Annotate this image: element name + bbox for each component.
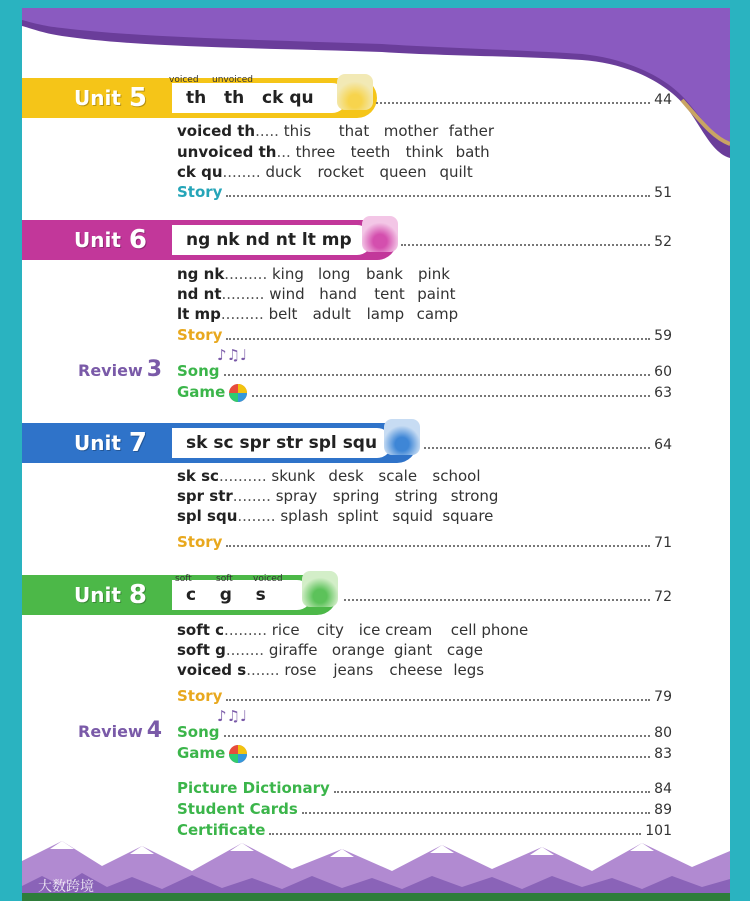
title-word: str	[276, 433, 303, 453]
example-word: adult	[312, 305, 351, 323]
unit-8-entry	[340, 589, 672, 605]
watermark: 大数跨境	[38, 879, 94, 895]
title-word: spr	[239, 433, 271, 453]
line-key: lt mp	[177, 305, 221, 323]
review-number: 4	[146, 718, 163, 743]
title-word: spl	[308, 433, 337, 453]
example-word: school	[432, 467, 481, 485]
example-word: think	[405, 143, 444, 161]
dot-leader	[226, 699, 650, 701]
dot-leader	[226, 338, 650, 340]
unit-number: 8	[128, 580, 147, 610]
annotation-soft: soft	[175, 574, 192, 584]
game-entry	[177, 383, 672, 403]
picture-dictionary-entry	[177, 779, 672, 797]
title-word: g	[219, 585, 232, 605]
game-label: Game	[177, 383, 226, 401]
page-number: 72	[654, 589, 672, 605]
toc-line	[177, 305, 458, 323]
dot-leader	[224, 735, 651, 737]
example-word: long	[318, 265, 351, 283]
line-dots: .......	[246, 661, 280, 679]
page-number: 59	[654, 328, 672, 344]
toc-line	[177, 661, 484, 679]
example-word: jeans	[333, 661, 374, 679]
example-word: three	[295, 143, 336, 161]
music-notes-icon: ♪♫♩	[217, 346, 248, 364]
scroll-icon	[337, 74, 373, 110]
story-entry	[177, 326, 672, 344]
example-word: spring	[332, 487, 380, 505]
dot-leader	[344, 599, 650, 601]
unit-label: Unit	[74, 431, 121, 455]
page-number: 101	[645, 823, 672, 839]
example-word: camp	[416, 305, 459, 323]
line-key: spl squ	[177, 507, 238, 525]
example-word: square	[442, 507, 494, 525]
music-notes-icon: ♪♫♩	[217, 707, 248, 725]
line-dots: ........	[225, 641, 265, 659]
title-word: mp	[321, 230, 352, 250]
title-word: squ	[342, 433, 378, 453]
song-label: Song	[177, 723, 220, 741]
title-word: nt	[275, 230, 296, 250]
annotation-soft: soft	[216, 574, 233, 584]
example-word: rose	[284, 661, 317, 679]
toc-line	[177, 285, 455, 303]
title-word: sc	[213, 433, 234, 453]
title-word: s	[255, 585, 266, 605]
example-word: squid	[392, 507, 433, 525]
annotation-voiced: voiced	[253, 574, 283, 584]
example-word: duck	[265, 163, 302, 181]
example-word: cage	[446, 641, 484, 659]
line-dots: ........	[222, 163, 261, 181]
title-word: sk	[186, 433, 208, 453]
example-word: scale	[378, 467, 418, 485]
review-word: Review	[78, 722, 143, 741]
scroll-icon	[384, 419, 420, 455]
title-word: qu	[289, 88, 314, 108]
example-word: giraffe	[268, 641, 318, 659]
unit-number: 5	[128, 83, 147, 113]
example-word: orange	[331, 641, 385, 659]
title-word: c	[186, 585, 197, 605]
page-number: 71	[654, 535, 672, 551]
example-word: spray	[275, 487, 318, 505]
example-word: hand	[319, 285, 357, 303]
example-word: skunk	[271, 467, 316, 485]
example-word: giant	[393, 641, 433, 659]
page-number: 44	[654, 92, 672, 108]
line-dots: .........	[224, 621, 267, 639]
toc-line	[177, 487, 498, 505]
review-4-label	[78, 718, 162, 743]
line-key: soft c	[177, 621, 225, 639]
title-word: lt	[301, 230, 316, 250]
title-word: ng	[186, 230, 211, 250]
page-number: 52	[654, 234, 672, 250]
spinner-icon	[228, 383, 248, 403]
dot-leader	[226, 545, 650, 547]
example-word: rice	[271, 621, 300, 639]
unit-label: Unit	[74, 86, 121, 110]
toc-line	[177, 163, 473, 181]
example-word: rocket	[317, 163, 364, 181]
example-word: lamp	[366, 305, 405, 323]
toc-line	[177, 641, 483, 659]
example-word: bank	[366, 265, 403, 283]
example-word: this	[283, 122, 312, 140]
example-word: mother	[383, 122, 439, 140]
line-key: unvoiced th	[177, 143, 277, 161]
line-key: ck qu	[177, 163, 223, 181]
annotation-voiced: voiced	[169, 75, 199, 85]
unit-7-title	[172, 428, 392, 458]
story-entry	[177, 687, 672, 705]
title-word: nk	[216, 230, 240, 250]
extra-label: Certificate	[177, 821, 266, 839]
line-dots: .........	[224, 265, 268, 283]
example-word: that	[338, 122, 370, 140]
mountains-decoration	[22, 831, 730, 901]
example-word: strong	[450, 487, 499, 505]
example-word: king	[272, 265, 304, 283]
title-word: nd	[245, 230, 270, 250]
story-entry	[177, 183, 672, 201]
example-word: string	[394, 487, 438, 505]
page-number: 89	[654, 802, 672, 818]
page-number: 51	[654, 185, 672, 201]
page-number: 64	[654, 437, 672, 453]
dot-leader	[252, 756, 650, 758]
song-entry	[177, 362, 672, 380]
example-word: splash	[280, 507, 329, 525]
line-key: sk sc	[177, 467, 219, 485]
song-label: Song	[177, 362, 220, 380]
page-number: 79	[654, 689, 672, 705]
title-word: ck	[262, 88, 284, 108]
extra-label: Student Cards	[177, 800, 298, 818]
toc-page	[22, 8, 730, 901]
extra-label: Picture Dictionary	[177, 779, 330, 797]
review-number: 3	[146, 357, 163, 382]
page-number: 80	[654, 725, 672, 741]
toc-line	[177, 143, 490, 161]
story-label: Story	[177, 687, 223, 705]
line-key: voiced th	[177, 122, 256, 140]
example-word: father	[448, 122, 494, 140]
unit-label: Unit	[74, 228, 121, 252]
dot-leader	[401, 244, 650, 246]
line-dots: ..........	[218, 467, 267, 485]
toc-line	[177, 122, 494, 140]
scroll-icon	[302, 571, 338, 607]
page-number: 63	[654, 385, 672, 401]
example-word: splint	[337, 507, 379, 525]
line-dots: .........	[221, 285, 265, 303]
dot-leader	[424, 447, 650, 449]
page-number: 84	[654, 781, 672, 797]
toc-line	[177, 467, 481, 485]
review-word: Review	[78, 361, 143, 380]
unit-7-entry	[420, 437, 672, 453]
dot-leader	[252, 395, 650, 397]
line-key: ng nk	[177, 265, 225, 283]
line-key: voiced s	[177, 661, 247, 679]
line-dots: ........	[232, 487, 271, 505]
unit-number: 6	[128, 225, 147, 255]
example-word: cell phone	[450, 621, 529, 639]
example-word: bath	[455, 143, 490, 161]
example-word: quilt	[439, 163, 473, 181]
title-word: th	[224, 88, 245, 108]
title-word: th	[186, 88, 207, 108]
example-word: paint	[417, 285, 456, 303]
toc-line	[177, 507, 493, 525]
line-dots: ........	[237, 507, 276, 525]
line-dots: .....	[255, 122, 279, 140]
spinner-icon	[228, 744, 248, 764]
example-word: ice cream	[358, 621, 433, 639]
story-label: Story	[177, 326, 223, 344]
story-label: Story	[177, 533, 223, 551]
student-cards-entry	[177, 800, 672, 818]
dot-leader	[224, 374, 651, 376]
toc-line	[177, 621, 528, 639]
toc-line	[177, 265, 450, 283]
example-word: belt	[268, 305, 298, 323]
line-key: soft g	[177, 641, 226, 659]
unit-6-entry	[397, 234, 672, 250]
example-word: wind	[269, 285, 305, 303]
game-entry	[177, 744, 672, 764]
unit-5-title	[172, 83, 347, 113]
line-key: nd nt	[177, 285, 222, 303]
line-dots: .........	[220, 305, 264, 323]
story-entry	[177, 533, 672, 551]
unit-6-title	[172, 225, 372, 255]
line-dots: ...	[276, 143, 291, 161]
unit-8-title	[172, 580, 312, 610]
review-3-label	[78, 357, 162, 382]
unit-number: 7	[128, 428, 147, 458]
line-key: spr str	[177, 487, 233, 505]
annotation-unvoiced: unvoiced	[212, 75, 253, 85]
example-word: queen	[379, 163, 427, 181]
dot-leader	[376, 102, 650, 104]
example-word: legs	[453, 661, 485, 679]
game-label: Game	[177, 744, 226, 762]
page-number: 60	[654, 364, 672, 380]
example-word: tent	[374, 285, 405, 303]
example-word: desk	[328, 467, 364, 485]
example-word: city	[316, 621, 344, 639]
example-word: teeth	[350, 143, 391, 161]
unit-5-entry	[372, 92, 672, 108]
dot-leader	[334, 791, 650, 793]
dot-leader	[302, 812, 650, 814]
example-word: pink	[418, 265, 450, 283]
example-word: cheese	[389, 661, 443, 679]
story-label: Story	[177, 183, 223, 201]
dot-leader	[226, 195, 650, 197]
scroll-icon	[362, 216, 398, 252]
unit-label: Unit	[74, 583, 121, 607]
page-number: 83	[654, 746, 672, 762]
song-entry	[177, 723, 672, 741]
